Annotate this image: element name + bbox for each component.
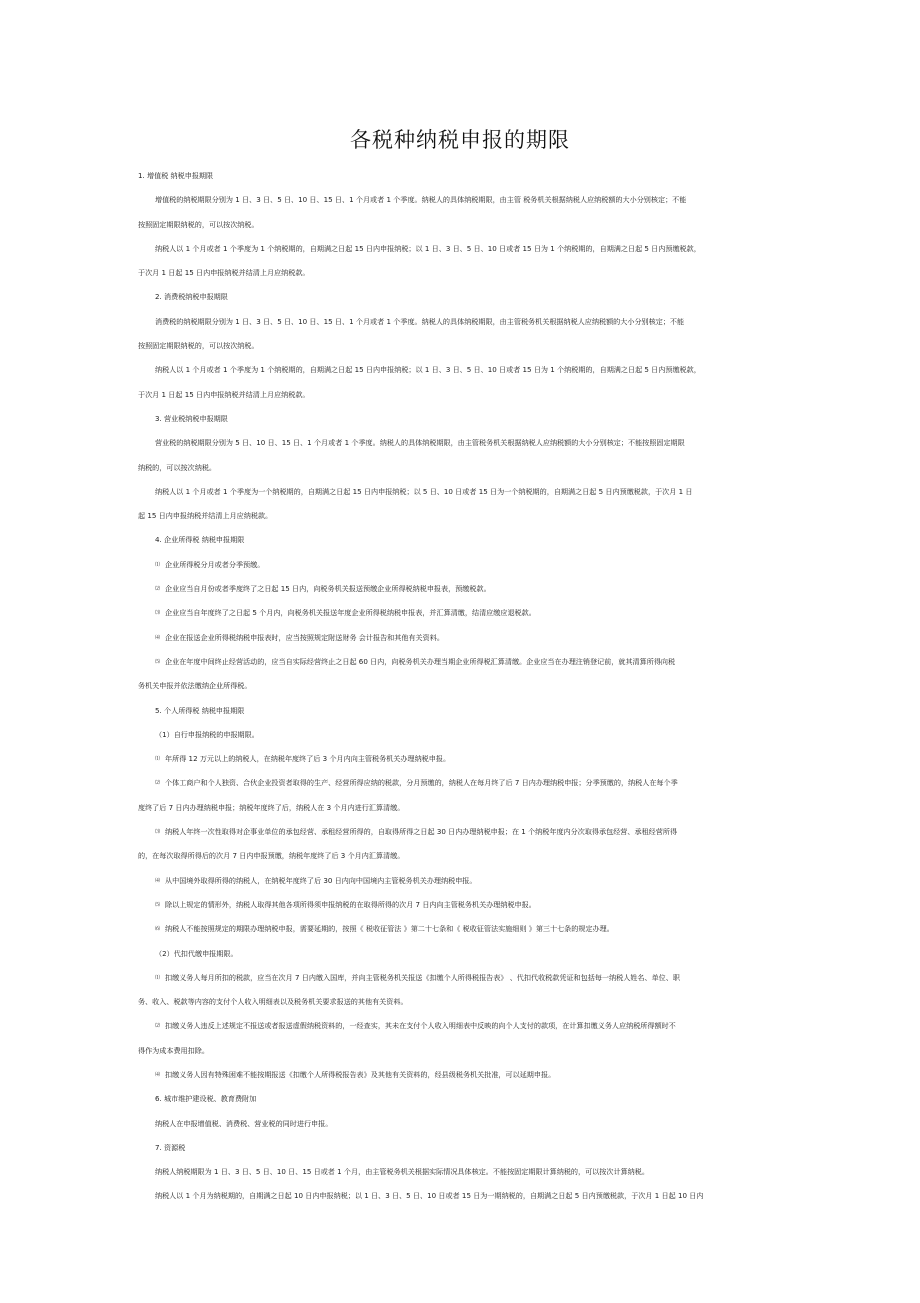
paragraph-line: 按照固定期限纳税的，可以按次纳税。 xyxy=(138,219,259,229)
paragraph-line: 起 15 日内申报纳税并结清上月应纳税款。 xyxy=(138,511,273,521)
list-item xyxy=(138,650,782,674)
item-text: 从中国境外取得所得的纳税人，在纳税年度终了后 30 日内向中国境内主管税务机关办理纳税申报。 xyxy=(165,875,477,885)
list-item xyxy=(138,553,782,577)
paragraph-line: 纳税人以 1 个月或者 1 个季度为 1 个纳税期的，自期满之日起 15 日内申报纳税；以 1 日、3 日、5 日、10 日或者 15 日为 1 个纳税期的，自期满之日起 5 日内预缴税款， xyxy=(155,365,701,375)
paragraph-line: 纳税的，可以按次纳税。 xyxy=(138,462,217,472)
item-marker: ⑷ xyxy=(155,634,161,641)
document-body xyxy=(138,164,782,1209)
item-text: 扣缴义务人每月所扣的税款，应当在次月 7 日内缴入国库，并向主管税务机关报送《扣缴个人所得税报告表》 、代扣代收税款凭证和包括每一纳税人姓名、单位、职 xyxy=(165,972,680,982)
item-text: 企业所得税分月或者分季预缴。 xyxy=(165,559,265,569)
paragraph-line: 纳税人以 1 个月或者 1 个季度为一个纳税期的，自期满之日起 15 日内申报纳税；以 5 日、10 日或者 15 日为一个纳税期的，自期满之日起 5 日内预缴税款，于次月 1 日 xyxy=(155,486,693,496)
paragraph-line: 增值税的纳税期限分别为 1 日、3 日、5 日、10 日、15 日、1 个月或者 1 个季度。纳税人的具体纳税期限，由主管 税务机关根据纳税人应纳税额的大小分别核定；不能 xyxy=(155,195,687,205)
subsection-heading: （2）代扣代缴申报期限。 xyxy=(155,948,238,958)
subsection-heading: （1）自行申报纳税的申报期限。 xyxy=(155,729,259,739)
list-item xyxy=(138,577,782,601)
item-text: 企业在年度中间终止经营活动的，应当自实际经营终止之日起 60 日内，向税务机关办理当期企业所得税汇算清缴。企业应当在办理注销登记前，就其清算所得向税 xyxy=(165,656,676,666)
list-item xyxy=(138,917,782,941)
section-heading: 6. 城市维护建设税、教育费附加 xyxy=(155,1094,257,1104)
item-text: 扣缴义务人因有特殊困难不能按期报送《扣缴个人所得税报告表》及其他有关资料的，经县级税务机关批准，可以延期申报。 xyxy=(165,1069,556,1079)
paragraph-line: 得作为成本费用扣除。 xyxy=(138,1045,209,1055)
list-item xyxy=(138,869,782,893)
paragraph-line: 纳税人以 1 个月或者 1 个季度为 1 个纳税期的，自期满之日起 15 日内申报纳税；以 1 日、3 日、5 日、10 日或者 15 日为 1 个纳税期的，自期满之日起 5 日内预缴税款， xyxy=(155,243,701,253)
section-heading: 4. 企业所得税 纳税申报期限 xyxy=(155,535,245,545)
list-item xyxy=(138,747,782,771)
list-item xyxy=(138,626,782,650)
section-heading: 1. 增值税 纳税申报期限 xyxy=(138,171,214,180)
section-heading: 2. 消费税纳税申报期限 xyxy=(155,292,228,302)
section-heading: 5. 个人所得税 纳税申报期限 xyxy=(155,705,245,715)
item-text: 纳税人年终一次性取得对企事业单位的承包经营、承租经营所得的，自取得所得之日起 30 日内办理纳税申报；在 1 个纳税年度内分次取得承包经营、承租经营所得 xyxy=(165,827,678,837)
item-text: 除以上规定的情形外，纳税人取得其他各项所得须申报纳税的在取得所得的次月 7 日内向主管税务机关办理纳税申报。 xyxy=(165,899,536,909)
page-title: 各税种纳税申报的期限 xyxy=(350,128,570,152)
paragraph-line: 按照固定期限纳税的，可以按次纳税。 xyxy=(138,341,259,351)
list-item xyxy=(138,771,782,795)
item-marker: ⑶ xyxy=(155,829,161,836)
item-text: 企业应当自月份或者季度终了之日起 15 日内，向税务机关报送预缴企业所得税纳税申报表，预缴税款。 xyxy=(165,584,491,594)
list-item xyxy=(138,820,782,844)
item-text: 个体工商户和个人独资、合伙企业投资者取得的生产、经营所得应纳的税款，分月预缴的，纳税人在每月终了后 7 日内办理纳税申报；分季预缴的，纳税人在每个季 xyxy=(165,778,678,788)
paragraph-line: 纳税人在申报增值税、消费税、营业税的同时进行申报。 xyxy=(155,1118,333,1128)
item-marker: ⑴ xyxy=(155,561,161,568)
paragraph-line: 务、收入、税款等内容的支付个人收入明细表以及税务机关要求报送的其他有关资料。 xyxy=(138,997,408,1007)
paragraph-line: 于次月 1 日起 15 日内申报纳税并结清上月应纳税款。 xyxy=(138,389,310,399)
item-marker: ⑶ xyxy=(155,610,161,617)
list-item xyxy=(138,1014,782,1038)
item-marker: ⑹ xyxy=(155,926,161,933)
paragraph-line: 纳税人以 1 个月为纳税期的，自期满之日起 10 日内申报纳税；以 1 日、3 日、5 日、10 日或者 15 日为一期纳税的，自期满之日起 5 日内预缴税款，于次月 1 日起 10 日内 xyxy=(155,1191,704,1201)
item-marker: ⑸ xyxy=(155,658,161,665)
item-marker: ⑷ xyxy=(155,1071,161,1078)
list-item xyxy=(138,893,782,917)
item-marker: ⑴ xyxy=(155,756,161,763)
item-marker: ⑵ xyxy=(155,1023,161,1030)
item-text: 扣缴义务人违反上述规定不报送或者报送虚假纳税资料的，一经查实，其未在支付个人收入明细表中反映的向个人支付的款项，在计算扣缴义务人应纳税所得额时不 xyxy=(165,1021,676,1031)
paragraph-line: 营业税的纳税期限分别为 5 日、10 日、15 日、1 个月或者 1 个季度。纳税人的具体纳税期限，由主管税务机关根据纳税人应纳税额的大小分别核定；不能按照固定期限 xyxy=(155,438,685,448)
item-marker: ⑵ xyxy=(155,780,161,787)
paragraph-line: 消费税的纳税期限分别为 1 日、3 日、5 日、10 日、15 日、1 个月或者 1 个季度。纳税人的具体纳税期限，由主管税务机关根据纳税人应纳税额的大小分别核定；不能 xyxy=(155,316,685,326)
item-text: 企业应当自年度终了之日起 5 个月内，向税务机关报送年度企业所得税纳税申报表，并汇算清缴，结清应缴应退税款。 xyxy=(165,608,536,618)
section-heading: 7. 资源税 xyxy=(155,1142,186,1152)
item-marker: ⑴ xyxy=(155,974,161,981)
paragraph-line: 于次月 1 日起 15 日内申报纳税并结清上月应纳税款。 xyxy=(138,268,310,278)
section-heading: 3. 营业税纳税申报期限 xyxy=(155,413,228,423)
item-marker: ⑸ xyxy=(155,901,161,908)
list-item xyxy=(138,601,782,625)
paragraph-line: 的，在每次取得所得后的次月 7 日内申报预缴，纳税年度终了后 3 个月内汇算清缴。 xyxy=(138,851,405,861)
item-marker: ⑷ xyxy=(155,877,161,884)
list-item xyxy=(138,1063,782,1087)
paragraph-line: 度终了后 7 日内办理纳税申报；纳税年度终了后，纳税人在 3 个月内进行汇算清缴。 xyxy=(138,802,405,812)
item-text: 纳税人不能按照规定的期限办理纳税申报，需要延期的，按照《 税收征管法 》第二十七条和《 税收征管法实施细则 》第三十七条的规定办理。 xyxy=(165,924,614,934)
item-text: 年所得 12 万元以上的纳税人，在纳税年度终了后 3 个月内向主管税务机关办理纳税申报。 xyxy=(165,754,451,764)
list-item xyxy=(138,966,782,990)
paragraph-line: 纳税人纳税期限为 1 日、3 日、5 日、10 日、15 日或者 1 个月，由主管税务机关根据实际情况具体核定。不能按固定期限计算纳税的，可以按次计算纳税。 xyxy=(155,1167,649,1177)
item-marker: ⑵ xyxy=(155,586,161,593)
paragraph-line: 务机关申报并依法缴纳企业所得税。 xyxy=(138,681,252,691)
item-text: 企业在报送企业所得税纳税申报表时，应当按照规定附送财务 会计报告和其他有关资料。 xyxy=(165,632,444,642)
